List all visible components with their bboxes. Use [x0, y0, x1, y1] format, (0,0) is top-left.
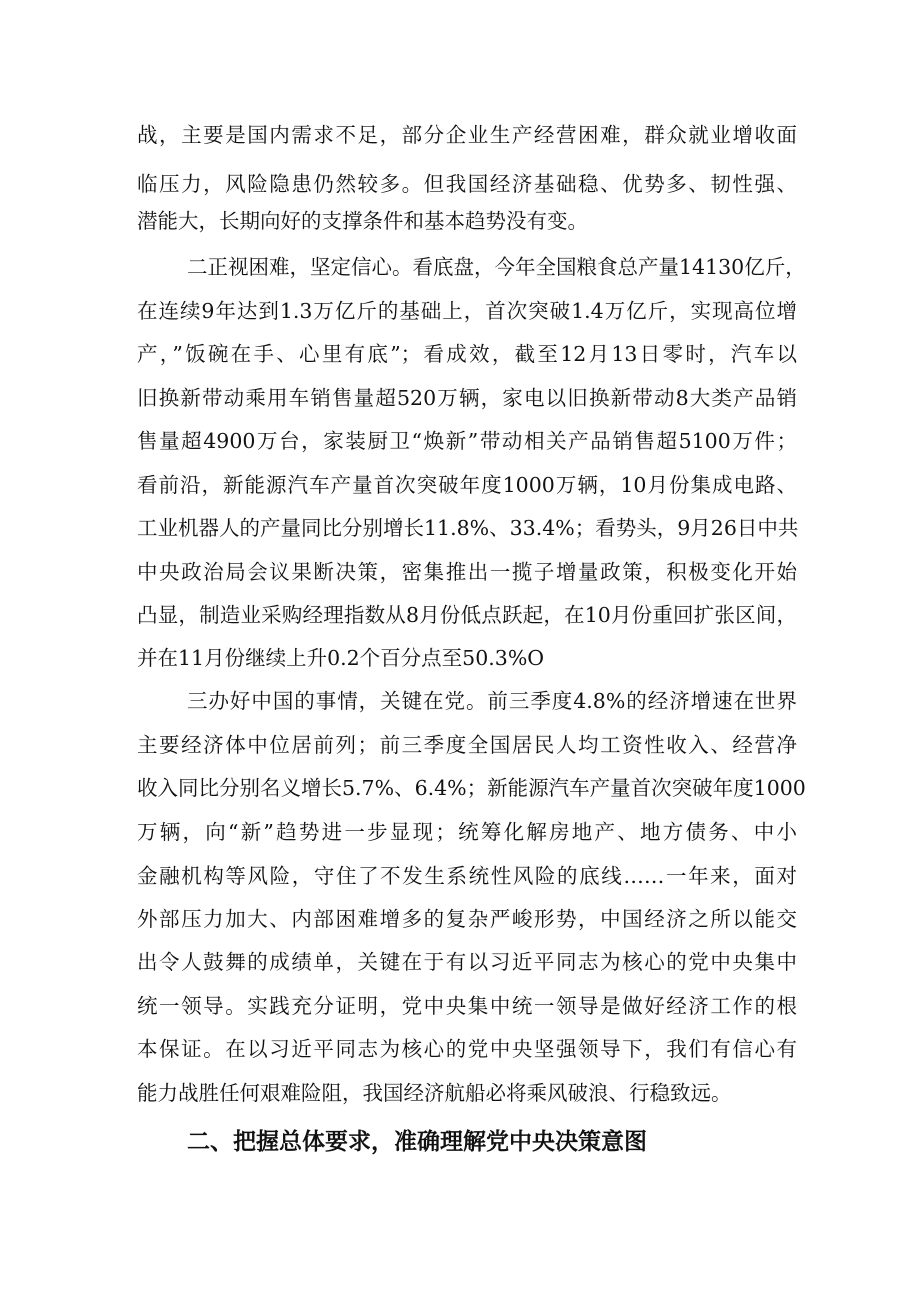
paragraph-1-line-1: 战，主要是国内需求不足，部分企业生产经营困难，群众就业增收面 — [137, 123, 797, 147]
paragraph-3-line-3: 收入同比分别名义增长5.7%、6.4%；新能源汽车产量首次突破年度1000 — [137, 776, 806, 800]
paragraph-3-line-6: 外部压力加大、内部困难增多的复杂严峻形势，中国经济之所以能交 — [137, 907, 797, 931]
section-heading: 二、把握总体要求，准确理解党中央决策意图 — [187, 1129, 647, 1155]
paragraph-3-line-7: 出令人鼓舞的成绩单，关键在于有以习近平同志为核心的党中央集中 — [137, 950, 797, 974]
paragraph-3-line-5: 金融机构等风险，守住了不发生系统性风险的底线……一年来，面对 — [137, 864, 797, 888]
paragraph-2-line-4: 旧换新带动乘用车销售量超520万辆，家电以旧换新带动8大类产品销 — [137, 386, 797, 410]
paragraph-2-line-6: 看前沿，新能源汽车产量首次突破年度1000万辆，10月份集成电路、 — [137, 473, 797, 497]
paragraph-3-line-10: 能力战胜任何艰难险阻，我国经济航船必将乘风破浪、行稳致远。 — [137, 1081, 732, 1105]
paragraph-2-line-5: 售量超4900万台，家装厨卫“焕新”带动相关产品销售超5100万件； — [137, 429, 797, 453]
paragraph-2-line-1: 二正视困难，坚定信心。看底盘，今年全国粮食总产量14130亿斤， — [187, 255, 806, 279]
paragraph-3-line-9: 本保证。在以习近平同志为核心的党中央坚强领导下，我们有信心有 — [137, 1037, 797, 1061]
paragraph-2-line-9: 凸显，制造业采购经理指数从8月份低点跃起，在10月份重回扩张区间， — [137, 603, 797, 627]
paragraph-2-line-2: 在连续9年达到1.3万亿斤的基础上，首次突破1.4万亿斤，实现高位增 — [137, 299, 797, 323]
paragraph-3-line-1: 三办好中国的事情，关键在党。前三季度4.8%的经济增速在世界 — [187, 689, 797, 713]
paragraph-2-line-7: 工业机器人的产量同比分别增长11.8%、33.4%；看势头，9月26日中共 — [137, 516, 799, 540]
paragraph-3-line-4: 万辆，向“新”趋势进一步显现；统筹化解房地产、地方债务、中小 — [137, 820, 797, 844]
paragraph-2-line-10: 并在11月份继续上升0.2个百分点至50.3%O — [137, 646, 545, 670]
paragraph-3-line-2: 主要经济体中位居前列；前三季度全国居民人均工资性收入、经营净 — [137, 733, 797, 757]
paragraph-3-line-8: 统一领导。实践充分证明，党中央集中统一领导是做好经济工作的根 — [137, 994, 797, 1018]
paragraph-1-line-3: 潜能大，长期向好的支撑条件和基本趋势没有变。 — [137, 209, 588, 233]
paragraph-2-line-8: 中央政治局会议果断决策，密集推出一揽子增量政策，积极变化开始 — [137, 560, 797, 584]
paragraph-1-line-2: 临压力，风险隐患仍然较多。但我国经济基础稳、优势多、韧性强、 — [137, 172, 797, 196]
paragraph-2-line-3: 产，”饭碗在手、心里有底”；看成效，截至12月13日零时，汽车以 — [137, 342, 797, 366]
